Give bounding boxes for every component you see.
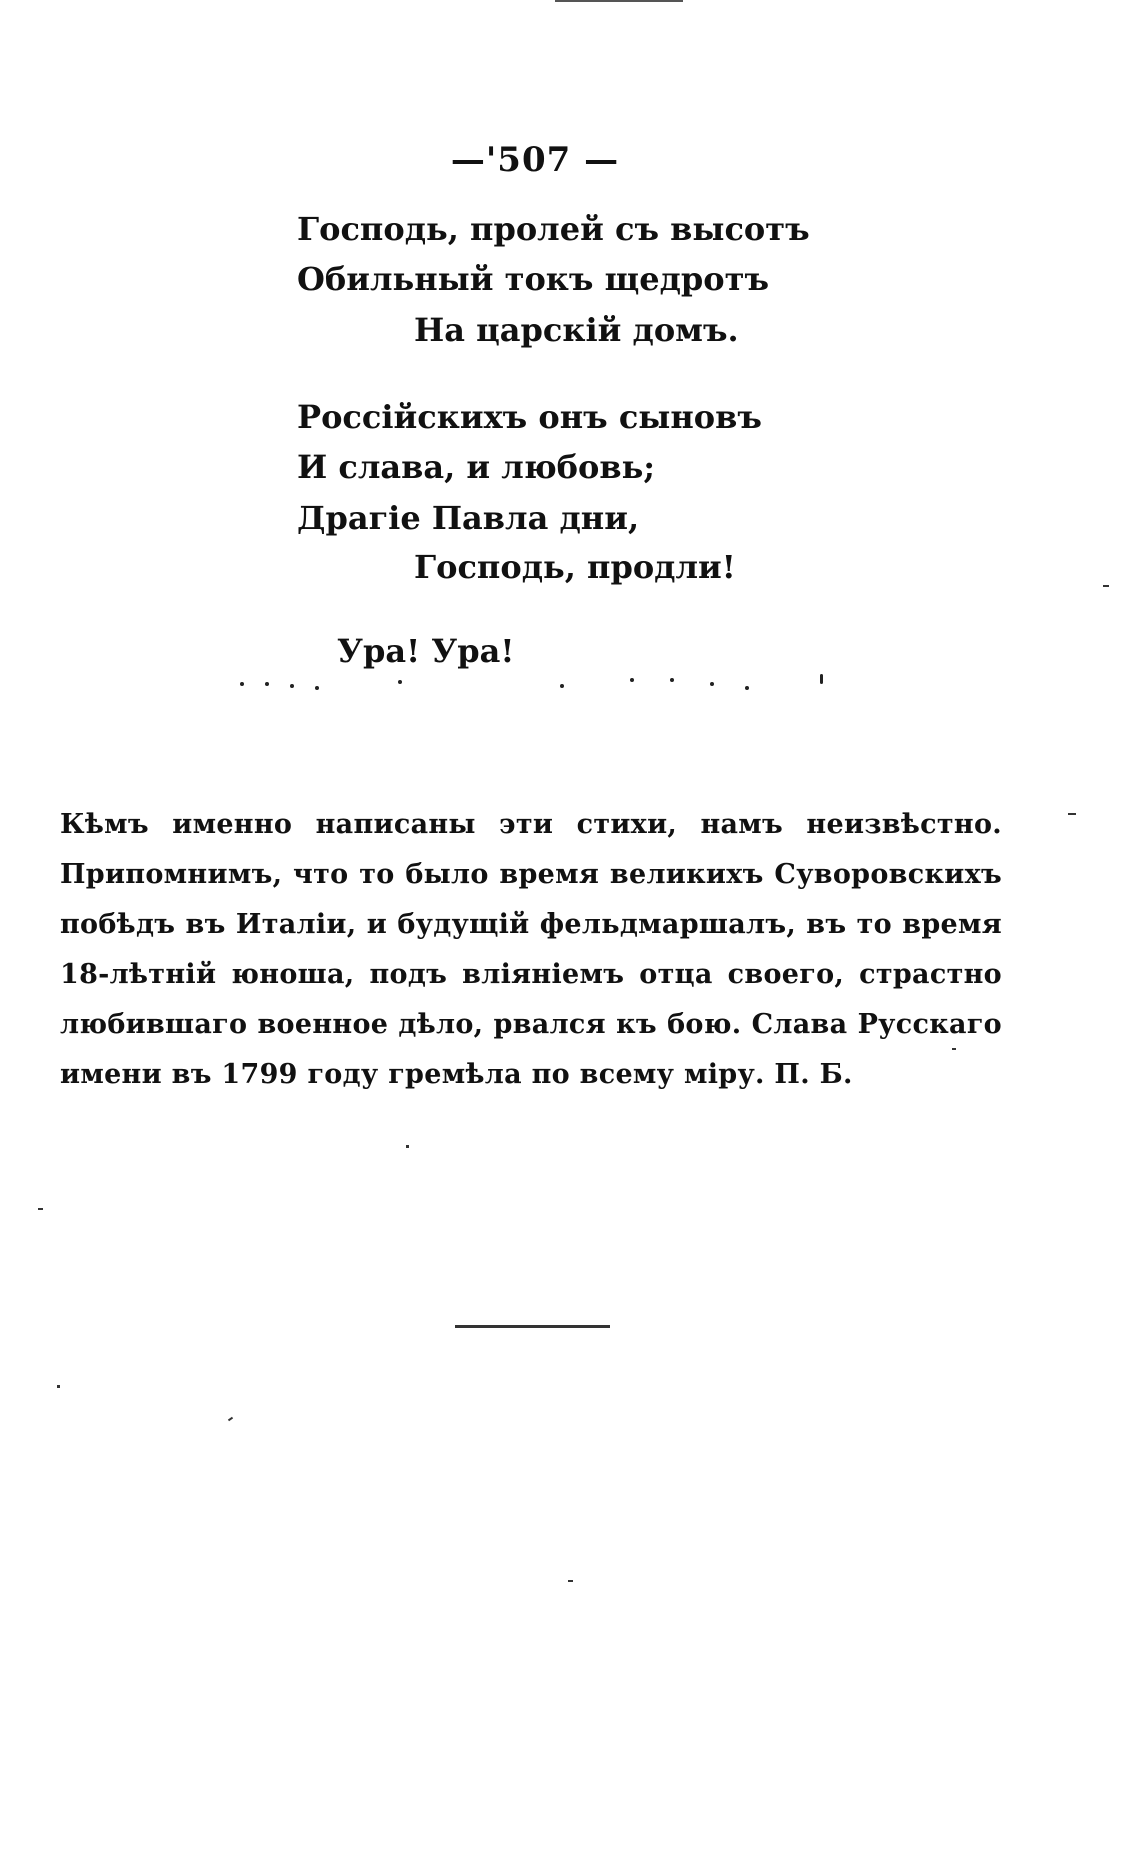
top-edge-rule xyxy=(555,0,683,2)
scan-speck xyxy=(1068,813,1076,815)
scan-speck xyxy=(952,1048,956,1050)
verse-line: Обильный токъ щедротъ xyxy=(297,260,769,298)
verse-line: Драгіе Павла дни, xyxy=(297,499,640,537)
cheer-line: Ура! Ура! xyxy=(337,632,515,670)
editorial-note: Кѣмъ именно написаны эти стихи, намъ неизвѣстно. Припомнимъ, что то было время великихъ Суворовскихъ побѣдъ въ Италіи, и будущій фельдмаршалъ, въ то время 18-лѣтній юноша, подъ вліяніемъ отца своего, страстно любившаго военное дѣло, рвался къ бою. Слава Русскаго имени въ 1799 году гремѣла по всему міру. П. Б. xyxy=(60,809,1002,1090)
scan-speck xyxy=(406,1145,409,1148)
scan-speck xyxy=(568,1580,573,1582)
scan-speck xyxy=(1103,585,1109,587)
page-number: —'507 — xyxy=(450,140,620,180)
scan-speck xyxy=(228,1417,233,1422)
scan-speck xyxy=(38,1208,43,1210)
verse-line: На царскій домъ. xyxy=(414,311,739,349)
verse-line: И слава, и любовь; xyxy=(297,448,656,486)
end-rule xyxy=(455,1325,610,1328)
ellipsis-dots xyxy=(235,668,835,698)
verse-line: Россійскихъ онъ сыновъ xyxy=(297,398,762,436)
verse-line: Господь, продли! xyxy=(414,548,736,586)
scan-speck xyxy=(57,1385,60,1388)
verse-line: Господь, пролей съ высотъ xyxy=(297,210,810,248)
